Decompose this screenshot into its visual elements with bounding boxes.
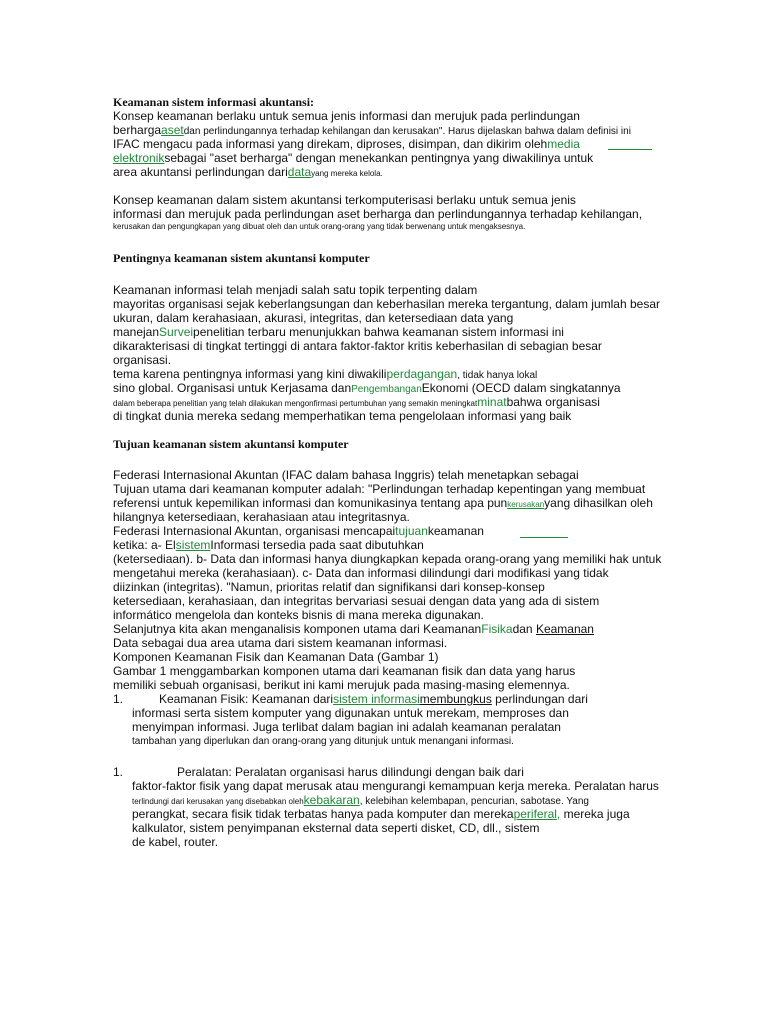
text-line: informático mengelola dan konteks bisnis di mana mereka digunakan.	[113, 608, 484, 622]
text-line: Federasi Internasional Akuntan (IFAC dalam bahasa Inggris) telah menetapkan sebagai	[113, 468, 579, 482]
text-line: ketika: a- ElsistemInformasi tersedia pada saat dibutuhkan	[113, 538, 424, 552]
link-aset[interactable]: aset	[161, 123, 184, 137]
link-sistem[interactable]: sistem	[175, 538, 211, 552]
link-keamanan[interactable]: Keamanan	[535, 622, 594, 636]
text-line: sino global. Organisasi untuk Kerjasama danPengembanganEkonomi (OECD dalam singkatannya	[113, 381, 621, 395]
link-tujuan[interactable]: tujuan	[395, 524, 428, 538]
link-perdagangan[interactable]: perdagangan	[386, 367, 458, 381]
text-line: referensi untuk kepemilikan informasi dan komunikasinya tentang apa punkerusakanyang dihasilkan oleh	[113, 496, 653, 510]
link-sistem-informasi[interactable]: sistem informasi	[333, 692, 420, 706]
link-minat[interactable]: minat	[477, 395, 507, 409]
text-line: dikarakterisasi di tingkat tertinggi di antara faktor-faktor kritis keberhasilan di sebagian besar	[113, 339, 602, 353]
text-line: tema karena pentingnya informasi yang kini diwakiliperdagangan, tidak hanya lokal	[113, 367, 538, 381]
text-line: Data sebagai dua area utama dari sistem keamanan informasi.	[113, 636, 448, 650]
list-item-line: informasi serta sistem komputer yang digunakan untuk merekam, memproses dan	[132, 706, 569, 720]
list-item-line: menyimpan informasi. Juga terlibat dalam bagian ini adalah keamanan peralatan	[132, 720, 561, 734]
text-line: memiliki sebuah organisasi, berikut ini kami merujuk pada masing-masing elemennya.	[113, 678, 570, 692]
list-item-line: faktor-faktor fisik yang dapat merusak atau mengurangi kemampuan kerja mereka. Peralatan harus	[132, 779, 659, 793]
text-line: organisasi.	[113, 353, 172, 367]
text-line: Federasi Internasional Akuntan, organisasi mencapaitujuankeamanan	[113, 524, 484, 538]
text-line: hilangnya ketersediaan, kerahasiaan atau integritasnya.	[113, 510, 410, 524]
link-kerusakan[interactable]: kerusakan	[507, 500, 545, 509]
link-elektronik[interactable]: elektronik	[113, 151, 165, 165]
list-number: 1.	[113, 692, 124, 706]
text-line: Selanjutnya kita akan menganalisis komponen utama dari KeamananFisikadan Keamanan	[113, 622, 594, 636]
link-survei[interactable]: Survei	[159, 325, 194, 339]
link-underline	[608, 149, 652, 150]
list-item-line: Keamanan Fisik: Keamanan darisistem informasimembungkus perlindungan dari	[159, 692, 588, 706]
text-line: mayoritas organisasi sejak keberlangsungan dan keberhasilan mereka tergantung, dalam jumlah besar	[113, 297, 660, 311]
section-heading-3: Tujuan keamanan sistem akuntansi komputer	[113, 437, 349, 451]
link-underline	[520, 537, 568, 538]
list-item-line: Peralatan: Peralatan organisasi harus dilindungi dengan baik dari	[177, 765, 524, 779]
list-item-line: tambahan yang diperlukan dan orang-orang yang ditunjuk untuk menangani informasi.	[132, 736, 514, 747]
link-media[interactable]: media	[547, 137, 580, 151]
link-pengembangan[interactable]: Pengembangan	[351, 384, 422, 395]
text-line: di tingkat dunia mereka sedang memperhatikan tema pengelolaan informasi yang baik	[113, 409, 572, 423]
link-data[interactable]: data	[287, 165, 312, 179]
text-line: diizinkan (integritas). "Namun, prioritas relatif dan signifikansi dari konsep-konsep	[113, 580, 545, 594]
text-line: kerusakan dan pengungkapan yang dibuat oleh dan untuk orang-orang yang tidak berwenang untuk mengaksesnya.	[113, 222, 526, 231]
list-item-line: de kabel, router.	[132, 835, 219, 849]
list-item-line: perangkat, secara fisik tidak terbatas hanya pada komputer dan merekaperiferal, mereka juga	[132, 807, 630, 821]
text-line: Tujuan utama dari keamanan komputer adalah: "Perlindungan terhadap kepentingan yang membuat	[113, 482, 646, 496]
text-line: dalam beberapa penelitian yang telah dilakukan mengonfirmasi pertumbuhan yang semakin meningkatminatbahwa organisasi	[113, 395, 600, 409]
list-item-line: kalkulator, sistem penyimpanan eksternal data seperti disket, CD, dll., sistem	[132, 821, 540, 835]
text-line: Gambar 1 menggambarkan komponen utama dari keamanan fisik dan data yang harus	[113, 664, 576, 678]
section-heading-1: Keamanan sistem informasi akuntansi:	[113, 95, 315, 109]
text-line: IFAC mengacu pada informasi yang direkam, diproses, disimpan, dan dikirim olehmedia	[113, 137, 580, 151]
text-line: ukuran, dalam kerahasiaan, akurasi, integritas, dan ketersediaan data yang	[113, 311, 514, 325]
text-line: Komponen Keamanan Fisik dan Keamanan Data (Gambar 1)	[113, 650, 439, 664]
text-line: ketersediaan, kerahasiaan, dan integritas bervariasi sesuai dengan data yang ada di sistem	[113, 594, 600, 608]
text-line: mengetahui mereka (kerahasiaan). c- Data dan informasi dilindungi dari modifikasi yang tidak	[113, 566, 609, 580]
list-number: 1.	[113, 765, 124, 779]
text-line: (ketersediaan). b- Data dan informasi hanya diungkapkan kepada orang-orang yang memiliki hak untuk	[113, 552, 662, 566]
text-line: berhargaasetdan perlindungannya terhadap kehilangan dan kerusakan". Harus dijelaskan bahwa dalam definisi ini	[113, 123, 631, 137]
text-line: manejanSurveipenelitian terbaru menunjukkan bahwa keamanan sistem informasi ini	[113, 325, 564, 339]
section-heading-2: Pentingnya keamanan sistem akuntansi komputer	[113, 251, 370, 265]
text-line: elektroniksebagai "aset berharga" dengan menekankan pentingnya yang diwakilinya untuk	[113, 151, 594, 165]
link-fisika[interactable]: Fisika	[481, 622, 513, 636]
text-line: Konsep keamanan berlaku untuk semua jenis informasi dan merujuk pada perlindungan	[113, 109, 580, 123]
list-item-line: terlindungi dari kerusakan yang disebabkan olehkebakaran, kelebihan kelembapan, pencurian, sabotase. Yang	[132, 793, 589, 807]
text-line: informasi dan merujuk pada perlindungan aset berharga dan perlindungannya terhadap kehilangan,	[113, 207, 643, 221]
link-periferal[interactable]: periferal,	[513, 807, 561, 821]
text-line: area akuntansi perlindungan daridatayang mereka kelola.	[113, 165, 383, 179]
link-membungkus[interactable]: membungkus	[419, 692, 492, 706]
text-line: Keamanan informasi telah menjadi salah satu topik terpenting dalam	[113, 283, 478, 297]
link-kebakaran[interactable]: kebakaran	[303, 793, 360, 807]
text-line: Konsep keamanan dalam sistem akuntansi terkomputerisasi berlaku untuk semua jenis	[113, 193, 576, 207]
